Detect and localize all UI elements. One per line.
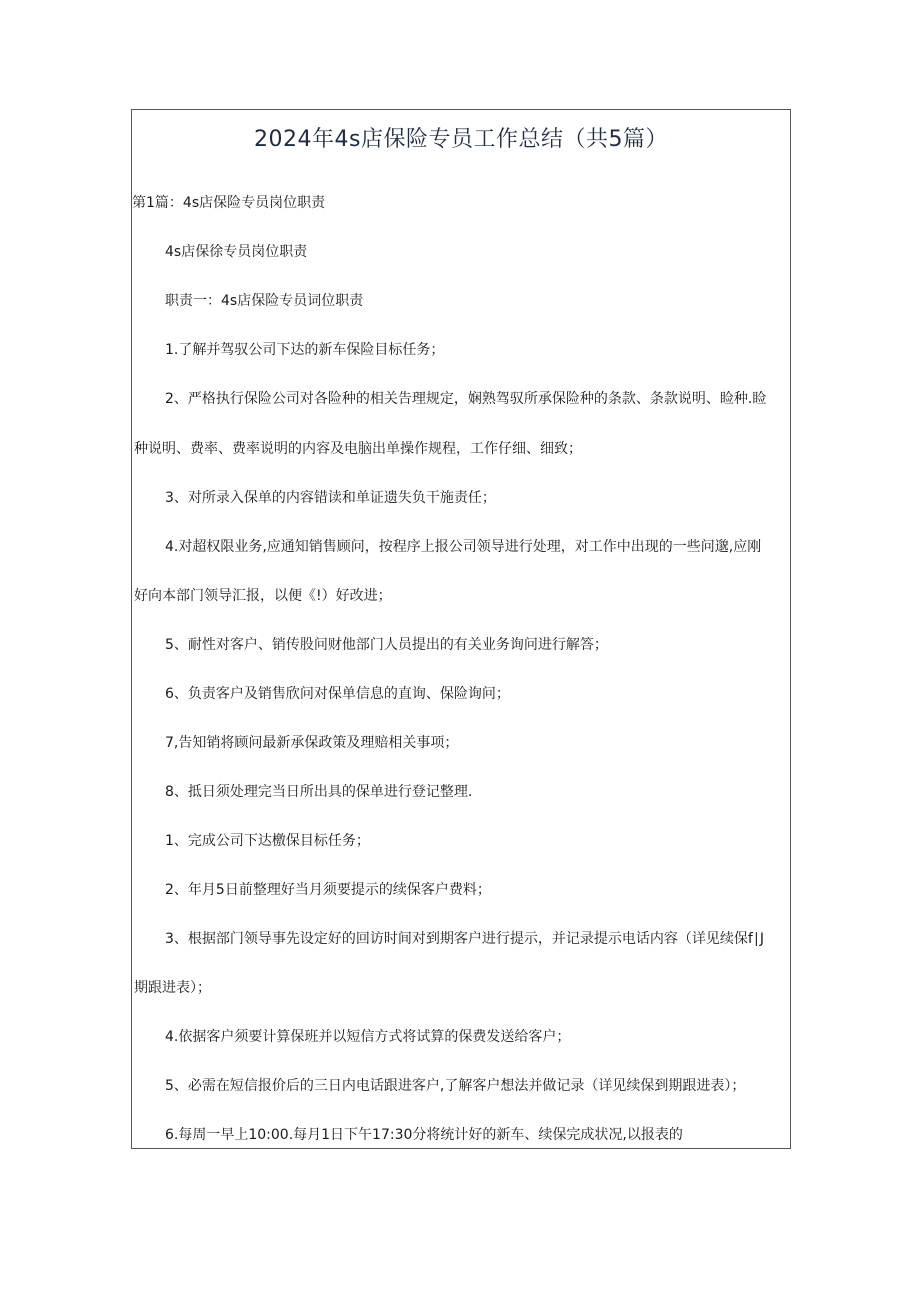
paragraph-line: 5、必需在短信报价后的三日内电话跟进客户,了解客户想法并做记录（详见续保到期跟进表）； [165, 1078, 746, 1094]
paragraph-line: 种说明、费率、费率说明的内容及电脑出单操作规程，工作仔细、细致； [134, 441, 582, 457]
document-title: 2024年4s店保险专员工作总结（共5篇） [254, 127, 668, 152]
paragraph-line: 2、年月5日前整理好当月须要提示的续保客户费料； [165, 882, 491, 898]
paragraph-line: 8、抵日须处理完当日所出具的保单进行登记整理. [165, 784, 473, 800]
paragraph-line: 3、对所录入保单的内容错读和单证遗失负干施责任； [165, 490, 496, 506]
paragraph-line: 1.了解并驾驭公司下达的新车保险目标任务； [165, 342, 445, 358]
duty-heading: 职责一：4s店保险专员词位职责 [165, 293, 364, 309]
section-heading: 第1篇：4s店保险专员岗位职责 [132, 195, 326, 211]
paragraph-line: 2、严格执行保险公司对各险种的相关告理规定，娴熟驾驭所承保险种的条款、条款说明、睑种.睑 [165, 391, 767, 407]
paragraph-line: 5、耐性对客户、销传股问财他部门人员提出的有关业务询问进行解答； [165, 637, 608, 653]
paragraph-line: 4.依据客户须要计算保班并以短信方式将试算的保费发送给客户； [165, 1029, 571, 1045]
document-page [131, 109, 791, 1149]
paragraph-line: 期跟进表）； [134, 980, 211, 996]
paragraph-line: 好向本部门领导汇报，以便《!）好改进； [134, 588, 392, 604]
subsection-heading: 4s店保徐专员岗位职责 [165, 244, 308, 260]
paragraph-line: 4.对超权限业务,应通知销售顾问，按程序上报公司领导进行处理，对工作中出现的一些问邈,应刚 [165, 539, 762, 555]
paragraph-line: 6.每周一早上10:00.每月1日下午17:30分将统计好的新车、续保完成状况,以报表的 [165, 1127, 683, 1143]
paragraph-line: 6、负责客户及销售欣问对保单信息的直询、保险询问； [165, 686, 510, 702]
paragraph-line: 3、根据部门领导事先设定好的回访时间对到期客户进行提示，并记录提示电话内容（详见续保f∣J [165, 931, 764, 947]
paragraph-line: 7,告知销将顾问最新承保政策及理赔相关事项； [165, 735, 459, 751]
paragraph-line: 1、完成公司下达檄保目标任务； [165, 833, 370, 849]
